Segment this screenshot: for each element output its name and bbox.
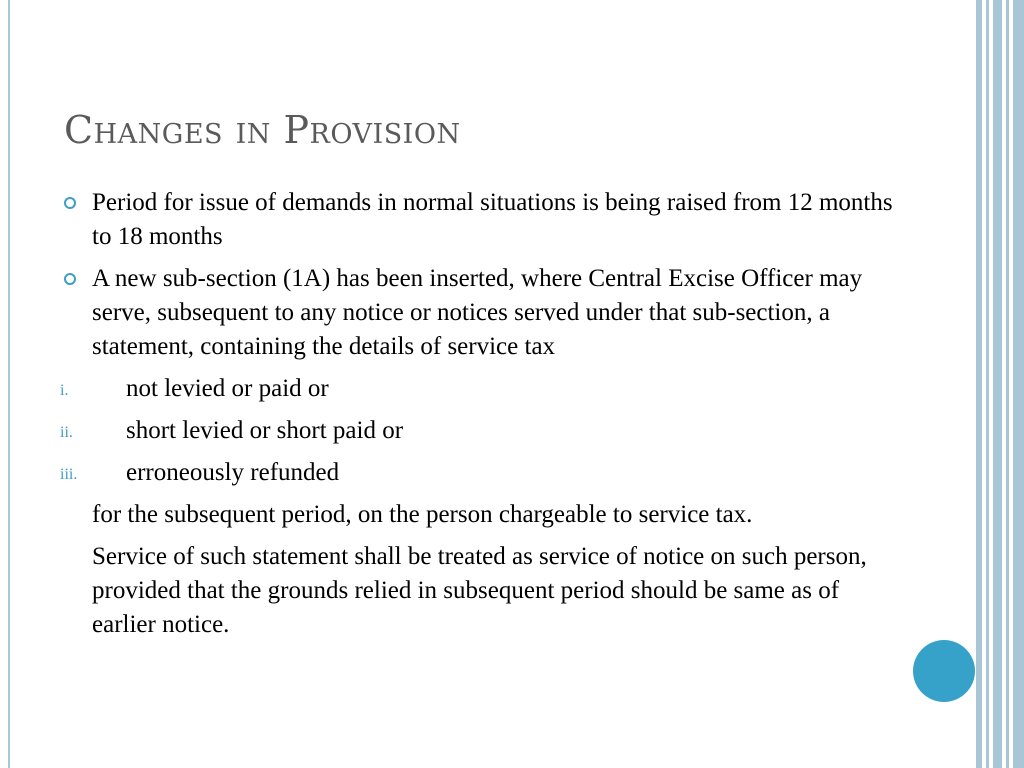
right-stripe-5 [1013, 0, 1024, 768]
bullet-item [60, 186, 900, 254]
numbered-marker: i. [60, 382, 69, 399]
numbered-item [60, 456, 900, 490]
bullet-text: A new sub-section (1A) has been inserted, where Central Excise Officer may serve, subsequent to any notice or notices served under that sub-section, a statement, containing the details of service tax [92, 265, 863, 360]
numbered-text: erroneously refunded [126, 459, 340, 486]
numbered-text: not levied or paid or [126, 375, 329, 402]
continuation-text: Service of such statement shall be treated as service of notice on such person, provided that the grounds relied in subsequent period should be same as of earlier notice. [92, 543, 867, 638]
numbered-item [60, 414, 900, 448]
right-stripe-4 [1006, 0, 1009, 768]
decorative-circle [913, 640, 975, 702]
right-stripe-1 [976, 0, 982, 768]
continuation-text: for the subsequent period, on the person chargeable to service tax. [92, 501, 753, 528]
right-stripe-3 [993, 0, 1002, 768]
slide-content [60, 186, 900, 650]
bullet-ring-icon [64, 273, 76, 285]
slide-title: Changes in Provision [64, 108, 461, 152]
numbered-text: short levied or short paid or [126, 417, 404, 444]
bullet-ring-icon [64, 197, 76, 209]
numbered-item [60, 372, 900, 406]
left-border-line [8, 0, 10, 768]
bullet-item [60, 262, 900, 364]
bullet-text: Period for issue of demands in normal situations is being raised from 12 months to 18 months [92, 189, 893, 250]
numbered-marker: ii. [60, 424, 73, 441]
right-stripe-2 [986, 0, 989, 768]
numbered-marker: iii. [60, 466, 78, 483]
